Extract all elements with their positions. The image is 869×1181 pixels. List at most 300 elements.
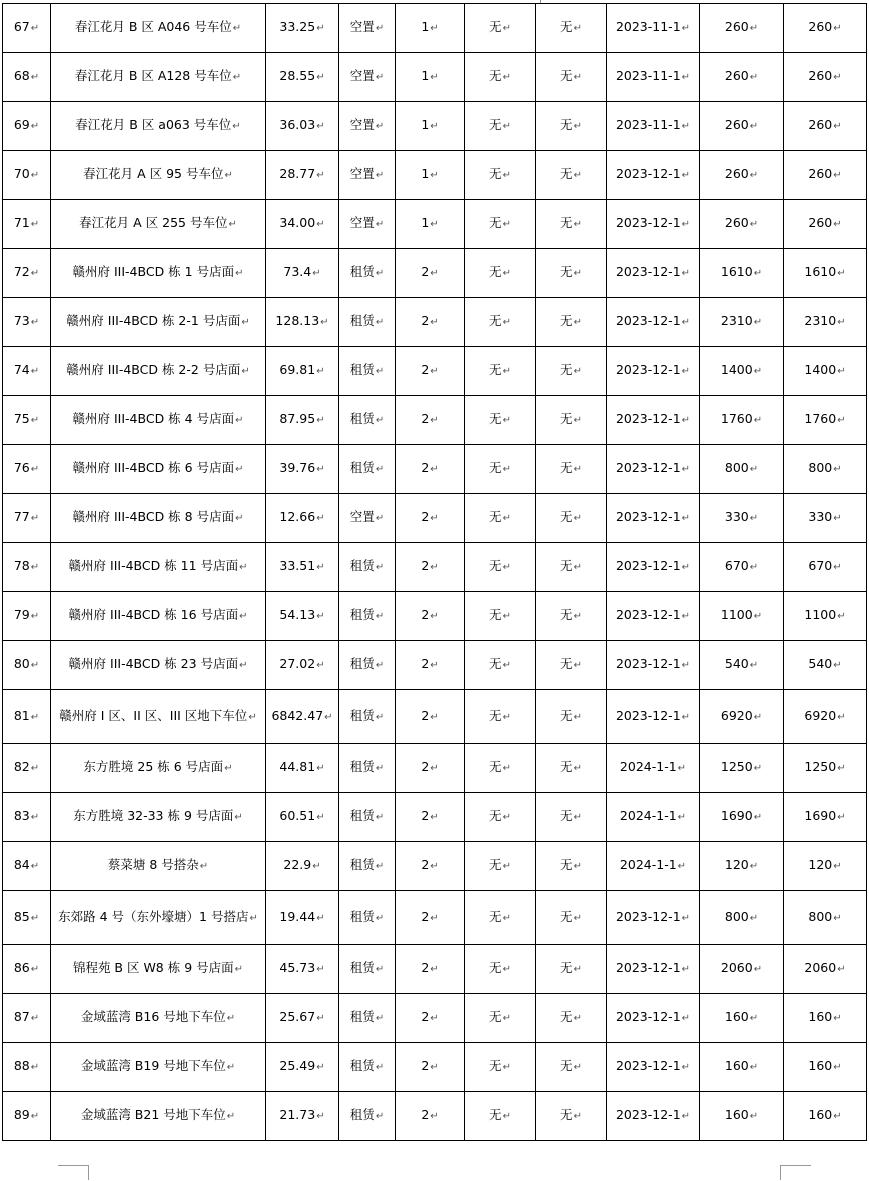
table-row — [3, 744, 867, 793]
cell-text: 67 — [13, 19, 30, 34]
cell-text: 2 — [421, 607, 430, 622]
cell-text: 78 — [13, 558, 30, 573]
col7-value — [536, 641, 607, 690]
cell-text: 春江花月 B 区 A046 号车位 — [74, 19, 232, 34]
category-value — [396, 1043, 465, 1092]
cell-text: 2023-12-1 — [615, 656, 681, 671]
cell-text: 73 — [13, 313, 30, 328]
property-name — [51, 543, 266, 592]
property-name — [51, 396, 266, 445]
paragraph-mark-icon: ↵ — [30, 317, 40, 328]
paragraph-mark-icon: ↵ — [573, 660, 582, 671]
date-value — [607, 592, 700, 641]
row-number — [3, 543, 51, 592]
date-value — [607, 396, 700, 445]
paragraph-mark-icon: ↵ — [833, 23, 842, 34]
date-value — [607, 690, 700, 744]
paragraph-mark-icon: ↵ — [753, 415, 763, 426]
paragraph-mark-icon: ↵ — [502, 317, 511, 328]
paragraph-mark-icon: ↵ — [235, 513, 244, 524]
cell-text: 租赁 — [349, 1058, 375, 1073]
paragraph-mark-icon: ↵ — [241, 366, 250, 377]
paragraph-mark-icon: ↵ — [235, 415, 244, 426]
cell-text: 赣州府 III-4BCD 栋 4 号店面 — [72, 411, 235, 426]
paragraph-mark-icon: ↵ — [502, 121, 511, 132]
area-value — [266, 494, 339, 543]
cell-text: 租赁 — [349, 1009, 375, 1024]
paragraph-mark-icon: ↵ — [681, 562, 691, 573]
status-value — [339, 1092, 396, 1141]
cell-text: 1760 — [804, 411, 837, 426]
property-name — [51, 4, 266, 53]
paragraph-mark-icon: ↵ — [749, 660, 759, 671]
cell-text: 无 — [489, 460, 502, 475]
cell-text: 33.51 — [279, 558, 316, 573]
price-value — [700, 102, 784, 151]
cell-text: 27.02 — [279, 656, 316, 671]
cell-text: 无 — [489, 264, 502, 279]
paragraph-mark-icon: ↵ — [375, 121, 385, 132]
paragraph-mark-icon: ↵ — [235, 464, 244, 475]
col6-value — [465, 1043, 536, 1092]
paragraph-mark-icon: ↵ — [837, 268, 846, 279]
paragraph-mark-icon: ↵ — [249, 912, 258, 924]
price-value — [700, 1092, 784, 1141]
amount-value — [784, 151, 867, 200]
paragraph-mark-icon: ↵ — [753, 366, 763, 377]
paragraph-mark-icon: ↵ — [573, 1062, 582, 1073]
cell-text: 金域蓝湾 B16 号地下车位 — [80, 1009, 226, 1024]
property-name — [51, 891, 266, 945]
paragraph-mark-icon: ↵ — [573, 23, 582, 34]
cell-text: 670 — [808, 558, 833, 573]
area-value — [266, 592, 339, 641]
paragraph-mark-icon: ↵ — [430, 562, 439, 573]
cell-text: 22.9 — [283, 857, 312, 872]
cell-text: 无 — [560, 264, 573, 279]
property-name — [51, 249, 266, 298]
area-value — [266, 641, 339, 690]
category-value — [396, 200, 465, 249]
col6-value — [465, 543, 536, 592]
cell-text: 1100 — [720, 607, 753, 622]
paragraph-mark-icon: ↵ — [753, 964, 763, 975]
paragraph-mark-icon: ↵ — [677, 812, 687, 823]
paragraph-mark-icon: ↵ — [430, 861, 439, 872]
paragraph-mark-icon: ↵ — [573, 912, 582, 924]
paragraph-mark-icon: ↵ — [30, 415, 40, 426]
cell-text: 86 — [13, 960, 30, 975]
row-number — [3, 592, 51, 641]
paragraph-mark-icon: ↵ — [573, 219, 582, 230]
cell-text: 空置 — [349, 166, 375, 181]
cell-text: 540 — [724, 656, 749, 671]
area-value — [266, 151, 339, 200]
cell-text: 东郊路 4 号（东外壕塘）1 号搭店 — [58, 908, 249, 924]
cell-text: 2310 — [720, 313, 753, 328]
status-value — [339, 842, 396, 891]
paragraph-mark-icon: ↵ — [199, 861, 209, 872]
cell-text: 2 — [421, 509, 430, 524]
paragraph-mark-icon: ↵ — [749, 121, 759, 132]
col7-value — [536, 842, 607, 891]
cell-text: 2023-12-1 — [615, 1009, 681, 1024]
date-value — [607, 4, 700, 53]
cell-text: 44.81 — [279, 759, 316, 774]
cell-text: 1250 — [720, 759, 753, 774]
amount-value — [784, 842, 867, 891]
paragraph-mark-icon: ↵ — [502, 72, 511, 83]
row-number — [3, 102, 51, 151]
paragraph-mark-icon: ↵ — [234, 964, 244, 975]
amount-value — [784, 1043, 867, 1092]
cell-text: 空置 — [349, 215, 375, 230]
amount-value — [784, 945, 867, 994]
paragraph-mark-icon: ↵ — [430, 1062, 439, 1073]
cell-text: 800 — [724, 460, 749, 475]
cell-text: 1 — [421, 166, 430, 181]
date-value — [607, 298, 700, 347]
area-value — [266, 891, 339, 945]
cell-text: 无 — [560, 1107, 573, 1122]
paragraph-mark-icon: ↵ — [375, 170, 385, 181]
amount-value — [784, 793, 867, 842]
paragraph-mark-icon: ↵ — [573, 763, 582, 774]
status-value — [339, 641, 396, 690]
cell-text: 2 — [421, 1107, 430, 1122]
cell-text: 无 — [560, 707, 573, 723]
date-value — [607, 1043, 700, 1092]
property-name — [51, 945, 266, 994]
cell-text: 2023-11-1 — [615, 68, 681, 83]
paragraph-mark-icon: ↵ — [316, 812, 325, 823]
paragraph-mark-icon: ↵ — [749, 464, 759, 475]
paragraph-mark-icon: ↵ — [30, 1062, 40, 1073]
paragraph-mark-icon: ↵ — [316, 1062, 325, 1073]
paragraph-mark-icon: ↵ — [681, 1013, 691, 1024]
cell-text: 无 — [560, 1058, 573, 1073]
paragraph-mark-icon: ↵ — [573, 317, 582, 328]
category-value — [396, 842, 465, 891]
col7-value — [536, 1092, 607, 1141]
price-value — [700, 891, 784, 945]
category-value — [396, 53, 465, 102]
cell-text: 1400 — [804, 362, 837, 377]
row-number — [3, 690, 51, 744]
paragraph-mark-icon: ↵ — [324, 711, 333, 723]
amount-value — [784, 891, 867, 945]
cell-text: 无 — [489, 857, 502, 872]
cell-text: 260 — [724, 19, 749, 34]
paragraph-mark-icon: ↵ — [232, 121, 241, 132]
cell-text: 租赁 — [349, 264, 375, 279]
cell-text: 2060 — [804, 960, 837, 975]
cell-text: 2023-12-1 — [615, 558, 681, 573]
paragraph-mark-icon: ↵ — [30, 1013, 40, 1024]
cell-text: 无 — [489, 509, 502, 524]
cell-text: 2023-11-1 — [615, 117, 681, 132]
paragraph-mark-icon: ↵ — [749, 219, 759, 230]
paragraph-mark-icon: ↵ — [375, 415, 385, 426]
cell-text: 无 — [560, 759, 573, 774]
cell-text: 69 — [13, 117, 30, 132]
cell-text: 2023-12-1 — [615, 460, 681, 475]
date-value — [607, 249, 700, 298]
cell-text: 160 — [724, 1058, 749, 1073]
paragraph-mark-icon: ↵ — [430, 170, 439, 181]
paragraph-mark-icon: ↵ — [375, 268, 385, 279]
cell-text: 2023-12-1 — [615, 607, 681, 622]
cell-text: 租赁 — [349, 411, 375, 426]
price-value — [700, 744, 784, 793]
paragraph-mark-icon: ↵ — [375, 464, 385, 475]
cell-text: 87.95 — [279, 411, 316, 426]
row-number — [3, 641, 51, 690]
cell-text: 租赁 — [349, 656, 375, 671]
table-row — [3, 994, 867, 1043]
paragraph-mark-icon: ↵ — [573, 268, 582, 279]
paragraph-mark-icon: ↵ — [430, 121, 439, 132]
cell-text: 2023-12-1 — [615, 166, 681, 181]
table-row — [3, 543, 867, 592]
cell-text: 77 — [13, 509, 30, 524]
paragraph-mark-icon: ↵ — [573, 1111, 582, 1122]
price-value — [700, 445, 784, 494]
paragraph-mark-icon: ↵ — [30, 812, 40, 823]
cell-text: 800 — [724, 908, 749, 924]
paragraph-mark-icon: ↵ — [234, 812, 243, 823]
cell-text: 无 — [560, 215, 573, 230]
paragraph-mark-icon: ↵ — [430, 660, 439, 671]
price-value — [700, 1043, 784, 1092]
cell-text: 租赁 — [349, 908, 375, 924]
row-number — [3, 744, 51, 793]
table-row — [3, 53, 867, 102]
cell-text: 2 — [421, 1058, 430, 1073]
paragraph-mark-icon: ↵ — [30, 611, 40, 622]
paragraph-mark-icon: ↵ — [375, 660, 385, 671]
paragraph-mark-icon: ↵ — [375, 1013, 385, 1024]
paragraph-mark-icon: ↵ — [502, 1013, 511, 1024]
cell-text: 79 — [13, 607, 30, 622]
cell-text: 260 — [808, 68, 833, 83]
category-value — [396, 891, 465, 945]
table-row — [3, 347, 867, 396]
cell-text: 无 — [489, 707, 502, 723]
paragraph-mark-icon: ↵ — [502, 611, 511, 622]
col7-value — [536, 298, 607, 347]
table-row — [3, 200, 867, 249]
cell-text: 1250 — [804, 759, 837, 774]
cell-text: 83 — [13, 808, 30, 823]
col6-value — [465, 494, 536, 543]
price-value — [700, 53, 784, 102]
cell-text: 租赁 — [349, 857, 375, 872]
cell-text: 84 — [13, 857, 30, 872]
cell-text: 2023-12-1 — [615, 411, 681, 426]
paragraph-mark-icon: ↵ — [573, 513, 582, 524]
cell-text: 无 — [560, 558, 573, 573]
category-value — [396, 298, 465, 347]
paragraph-mark-icon: ↵ — [316, 464, 325, 475]
paragraph-mark-icon: ↵ — [502, 1111, 511, 1122]
col7-value — [536, 445, 607, 494]
cell-text: 120 — [724, 857, 749, 872]
cell-text: 1690 — [720, 808, 753, 823]
paragraph-mark-icon: ↵ — [681, 513, 691, 524]
paragraph-mark-icon: ↵ — [502, 660, 511, 671]
cell-text: 6920 — [720, 707, 753, 723]
cell-text: 28.55 — [279, 68, 316, 83]
paragraph-mark-icon: ↵ — [316, 964, 325, 975]
paragraph-mark-icon: ↵ — [312, 861, 321, 872]
area-value — [266, 994, 339, 1043]
cell-text: 160 — [808, 1107, 833, 1122]
cell-text: 无 — [489, 19, 502, 34]
cell-text: 2023-12-1 — [615, 313, 681, 328]
paragraph-mark-icon: ↵ — [430, 611, 439, 622]
category-value — [396, 592, 465, 641]
paragraph-mark-icon: ↵ — [375, 219, 385, 230]
paragraph-mark-icon: ↵ — [677, 763, 687, 774]
paragraph-mark-icon: ↵ — [30, 513, 40, 524]
property-table — [2, 3, 867, 1141]
paragraph-mark-icon: ↵ — [30, 861, 40, 872]
paragraph-mark-icon: ↵ — [573, 1013, 582, 1024]
cell-text: 69.81 — [279, 362, 316, 377]
col6-value — [465, 945, 536, 994]
paragraph-mark-icon: ↵ — [375, 366, 385, 377]
col6-value — [465, 891, 536, 945]
paragraph-mark-icon: ↵ — [430, 812, 439, 823]
paragraph-mark-icon: ↵ — [316, 513, 325, 524]
paragraph-mark-icon: ↵ — [226, 1013, 236, 1024]
paragraph-mark-icon: ↵ — [833, 219, 842, 230]
paragraph-mark-icon: ↵ — [681, 964, 691, 975]
property-name — [51, 151, 266, 200]
amount-value — [784, 102, 867, 151]
cell-text: 1 — [421, 19, 430, 34]
cell-text: 空置 — [349, 19, 375, 34]
status-value — [339, 200, 396, 249]
col6-value — [465, 347, 536, 396]
cell-text: 2 — [421, 411, 430, 426]
paragraph-mark-icon: ↵ — [573, 72, 582, 83]
date-value — [607, 445, 700, 494]
col7-value — [536, 249, 607, 298]
paragraph-mark-icon: ↵ — [30, 219, 40, 230]
paragraph-mark-icon: ↵ — [502, 464, 511, 475]
cell-text: 2 — [421, 313, 430, 328]
col6-value — [465, 641, 536, 690]
paragraph-mark-icon: ↵ — [502, 219, 511, 230]
cell-text: 1 — [421, 117, 430, 132]
paragraph-mark-icon: ↵ — [30, 464, 40, 475]
col6-value — [465, 4, 536, 53]
cell-text: 260 — [724, 215, 749, 230]
cell-text: 28.77 — [279, 166, 316, 181]
paragraph-mark-icon: ↵ — [375, 317, 385, 328]
paragraph-mark-icon: ↵ — [749, 513, 759, 524]
status-value — [339, 102, 396, 151]
paragraph-mark-icon: ↵ — [430, 964, 439, 975]
cell-text: 无 — [489, 1058, 502, 1073]
cell-text: 1610 — [804, 264, 837, 279]
property-name — [51, 102, 266, 151]
cell-text: 租赁 — [349, 759, 375, 774]
paragraph-mark-icon: ↵ — [316, 763, 325, 774]
paragraph-mark-icon: ↵ — [375, 861, 385, 872]
cell-text: 160 — [724, 1009, 749, 1024]
cell-text: 金域蓝湾 B19 号地下车位 — [80, 1058, 226, 1073]
amount-value — [784, 592, 867, 641]
paragraph-mark-icon: ↵ — [573, 964, 582, 975]
paragraph-mark-icon: ↵ — [30, 912, 40, 924]
paragraph-mark-icon: ↵ — [316, 1013, 325, 1024]
row-number — [3, 200, 51, 249]
price-value — [700, 994, 784, 1043]
paragraph-mark-icon: ↵ — [502, 562, 511, 573]
cell-text: 租赁 — [349, 558, 375, 573]
status-value — [339, 53, 396, 102]
cell-text: 空置 — [349, 509, 375, 524]
cell-text: 租赁 — [349, 607, 375, 622]
paragraph-mark-icon: ↵ — [753, 812, 763, 823]
paragraph-mark-icon: ↵ — [430, 366, 439, 377]
cell-text: 金域蓝湾 B21 号地下车位 — [80, 1107, 226, 1122]
col7-value — [536, 494, 607, 543]
paragraph-mark-icon: ↵ — [30, 964, 40, 975]
cell-text: 76 — [13, 460, 30, 475]
paragraph-mark-icon: ↵ — [749, 861, 759, 872]
cell-text: 2024-1-1 — [619, 759, 677, 774]
paragraph-mark-icon: ↵ — [316, 219, 325, 230]
paragraph-mark-icon: ↵ — [833, 464, 842, 475]
paragraph-mark-icon: ↵ — [837, 611, 846, 622]
paragraph-mark-icon: ↵ — [573, 121, 582, 132]
paragraph-mark-icon: ↵ — [573, 366, 582, 377]
amount-value — [784, 1092, 867, 1141]
cell-text: 260 — [808, 215, 833, 230]
paragraph-mark-icon: ↵ — [30, 711, 40, 723]
paragraph-mark-icon: ↵ — [226, 1062, 236, 1073]
cell-text: 无 — [560, 808, 573, 823]
cell-text: 160 — [808, 1009, 833, 1024]
paragraph-mark-icon: ↵ — [502, 268, 511, 279]
paragraph-mark-icon: ↵ — [749, 23, 759, 34]
paragraph-mark-icon: ↵ — [502, 912, 511, 924]
cell-text: 锦程苑 B 区 W8 栋 9 号店面 — [72, 960, 234, 975]
cell-text: 无 — [560, 68, 573, 83]
cell-text: 无 — [489, 808, 502, 823]
cell-text: 1 — [421, 215, 430, 230]
paragraph-mark-icon: ↵ — [681, 317, 691, 328]
cell-text: 赣州府 III-4BCD 栋 2-2 号店面 — [66, 362, 241, 377]
price-value — [700, 690, 784, 744]
row-number — [3, 298, 51, 347]
paragraph-mark-icon: ↵ — [681, 366, 691, 377]
property-name — [51, 494, 266, 543]
amount-value — [784, 396, 867, 445]
amount-value — [784, 543, 867, 592]
table-row — [3, 151, 867, 200]
paragraph-mark-icon: ↵ — [749, 912, 759, 924]
page-corner-mark-left — [58, 1165, 89, 1180]
cell-text: 无 — [489, 558, 502, 573]
cell-text: 2024-1-1 — [619, 808, 677, 823]
cell-text: 无 — [560, 857, 573, 872]
paragraph-mark-icon: ↵ — [502, 763, 511, 774]
